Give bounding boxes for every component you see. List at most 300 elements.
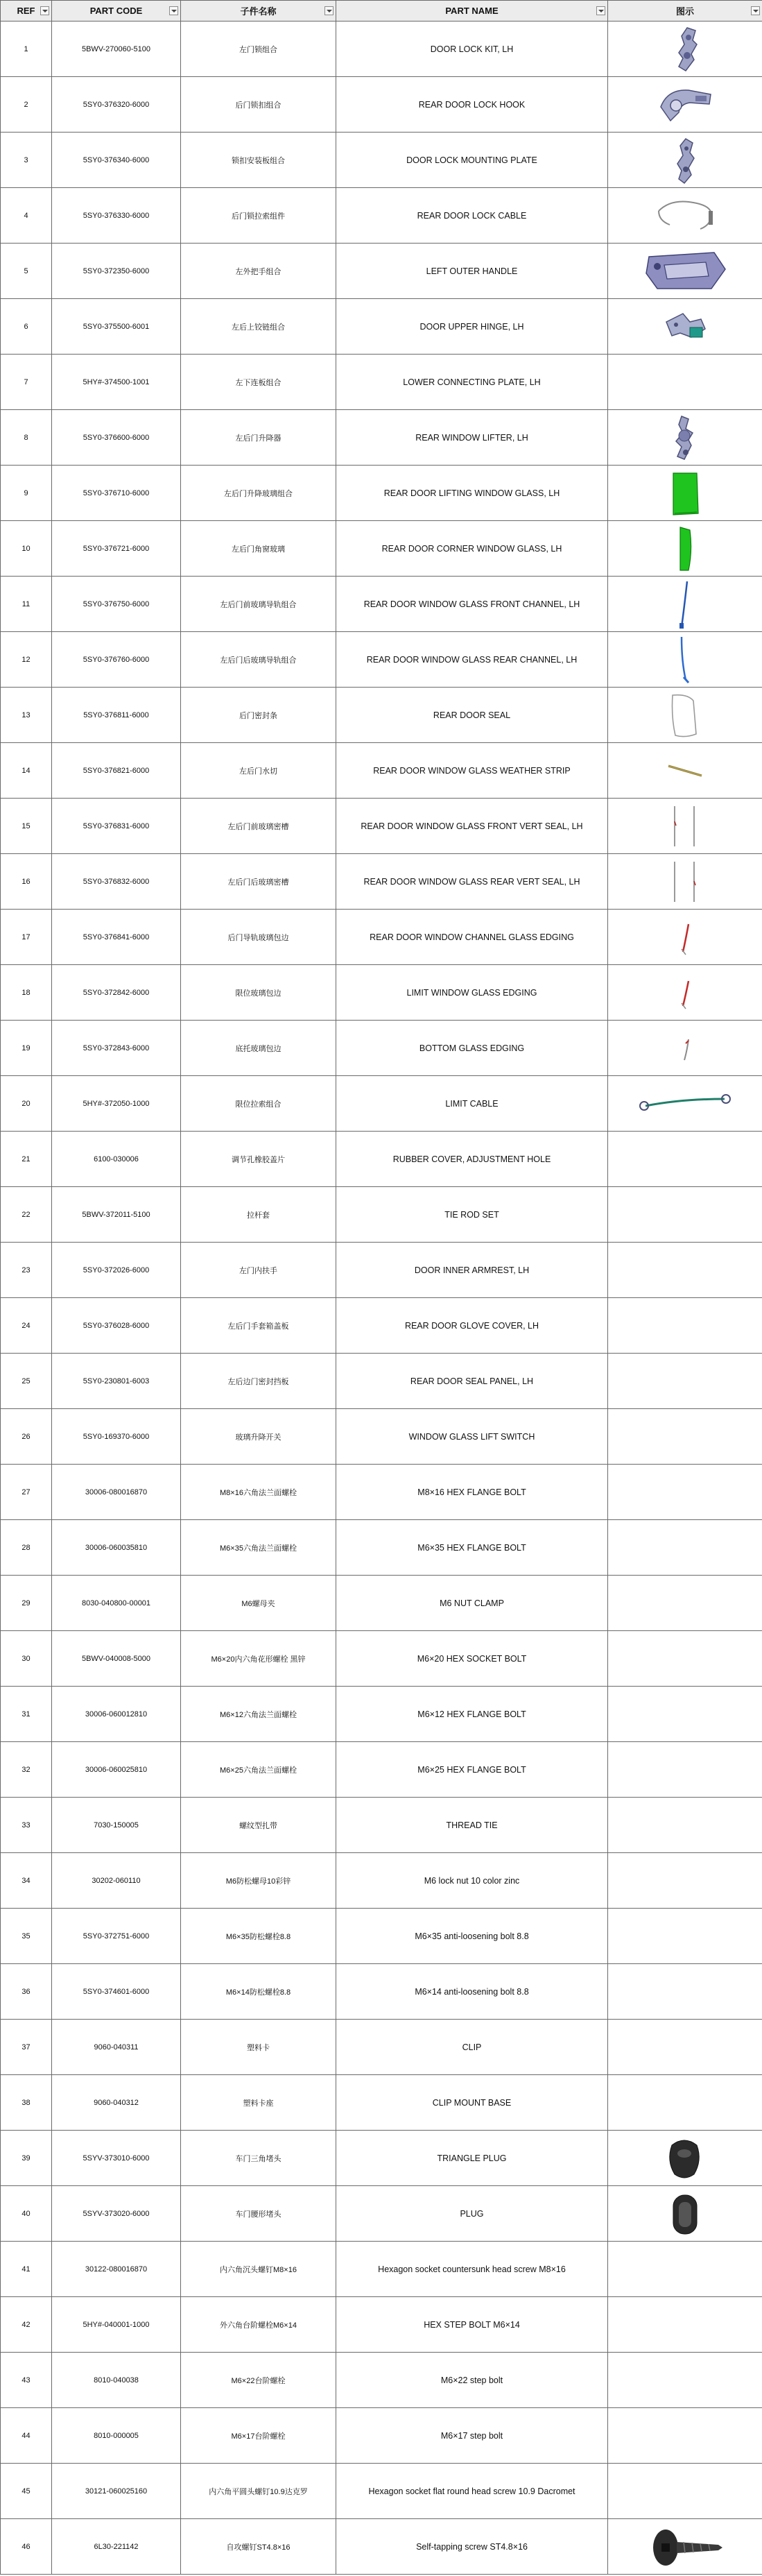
part-image-cell bbox=[608, 1243, 762, 1298]
part-code-cell[interactable]: 9060-040311 bbox=[52, 2020, 181, 2075]
part-image-cell bbox=[608, 1132, 762, 1187]
rear-vert-seal-icon bbox=[608, 856, 762, 907]
table-row[interactable] bbox=[1, 2408, 762, 2464]
cn-name-cell[interactable]: 塑料卡座 bbox=[181, 2075, 336, 2131]
part-image-cell bbox=[608, 1021, 762, 1076]
part-code-cell[interactable]: 5SY0-376710-6000 bbox=[52, 466, 181, 521]
ref-cell[interactable]: 32 bbox=[1, 1742, 52, 1798]
ref-cell[interactable]: 22 bbox=[1, 1187, 52, 1243]
ref-cell[interactable]: 41 bbox=[1, 2242, 52, 2297]
part-name-cell[interactable]: M8×16 HEX FLANGE BOLT bbox=[336, 1465, 608, 1520]
upper-hinge-icon bbox=[608, 301, 762, 352]
part-name-cell[interactable]: TIE ROD SET bbox=[336, 1187, 608, 1243]
cn-name-cell[interactable]: M6×35六角法兰面螺栓 bbox=[181, 1520, 336, 1576]
part-image-cell bbox=[608, 1909, 762, 1964]
ref-cell[interactable]: 18 bbox=[1, 965, 52, 1021]
table-row[interactable] bbox=[1, 1021, 762, 1076]
table-row[interactable] bbox=[1, 466, 762, 521]
cn-name-cell[interactable]: 左外把手组合 bbox=[181, 244, 336, 299]
self-tapping-screw-icon bbox=[608, 2521, 762, 2573]
part-name-cell[interactable]: REAR DOOR LIFTING WINDOW GLASS, LH bbox=[336, 466, 608, 521]
ref-cell[interactable]: 10 bbox=[1, 521, 52, 577]
part-name-cell[interactable]: M6×25 HEX FLANGE BOLT bbox=[336, 1742, 608, 1798]
ref-cell[interactable]: 42 bbox=[1, 2297, 52, 2353]
table-row[interactable] bbox=[1, 743, 762, 799]
part-code-cell[interactable]: 8030-040800-00001 bbox=[52, 1576, 181, 1631]
table-row[interactable] bbox=[1, 688, 762, 743]
part-code-cell[interactable]: 5SY0-376760-6000 bbox=[52, 632, 181, 688]
table-row[interactable] bbox=[1, 2075, 762, 2131]
part-code-cell[interactable]: 5SYV-373010-6000 bbox=[52, 2131, 181, 2186]
part-code-cell[interactable]: 5BWV-270060-5100 bbox=[52, 22, 181, 77]
part-code-cell[interactable]: 30202-060110 bbox=[52, 1853, 181, 1909]
table-row[interactable] bbox=[1, 244, 762, 299]
part-image-cell bbox=[608, 2242, 762, 2297]
part-code-cell[interactable]: 5SY0-372026-6000 bbox=[52, 1243, 181, 1298]
col-header-ref-label: REF bbox=[17, 6, 35, 16]
part-code-cell[interactable]: 5SY0-372751-6000 bbox=[52, 1909, 181, 1964]
cn-name-cell[interactable]: 玻璃升降开关 bbox=[181, 1409, 336, 1465]
cn-name-cell[interactable]: M6×22台阶螺栓 bbox=[181, 2353, 336, 2408]
part-name-cell[interactable]: REAR DOOR SEAL PANEL, LH bbox=[336, 1354, 608, 1409]
cn-name-cell[interactable]: 后门密封条 bbox=[181, 688, 336, 743]
table-row[interactable] bbox=[1, 1576, 762, 1631]
table-row[interactable] bbox=[1, 2242, 762, 2297]
filter-dropdown-button[interactable] bbox=[40, 6, 49, 15]
part-name-cell[interactable]: REAR DOOR WINDOW GLASS REAR VERT SEAL, LH bbox=[336, 854, 608, 910]
cn-name-cell[interactable]: 左后门后玻璃密槽 bbox=[181, 854, 336, 910]
ref-cell[interactable]: 21 bbox=[1, 1132, 52, 1187]
col-header-cn-name-label: 子件名称 bbox=[240, 6, 277, 17]
lock-cable-icon bbox=[608, 190, 762, 241]
table-row[interactable] bbox=[1, 1687, 762, 1742]
part-name-cell[interactable]: Hexagon socket flat round head screw 10.9 Dacromet bbox=[336, 2464, 608, 2519]
lifting-glass-icon bbox=[608, 468, 762, 519]
cn-name-cell[interactable]: 左门内扶手 bbox=[181, 1243, 336, 1298]
cn-name-cell[interactable]: 内六角平圆头螺钉10.9达克罗 bbox=[181, 2464, 336, 2519]
cn-name-cell[interactable]: 自攻螺钉ST4.8×16 bbox=[181, 2519, 336, 2575]
table-row[interactable] bbox=[1, 799, 762, 854]
cn-name-cell[interactable]: M6×12六角法兰面螺栓 bbox=[181, 1687, 336, 1742]
part-image-cell bbox=[608, 1576, 762, 1631]
part-image-cell bbox=[608, 1076, 762, 1132]
cn-name-cell[interactable]: 左后门水切 bbox=[181, 743, 336, 799]
part-code-cell[interactable]: 5SY0-376028-6000 bbox=[52, 1298, 181, 1354]
part-image-cell bbox=[608, 2020, 762, 2075]
part-image-cell bbox=[608, 244, 762, 299]
table-row[interactable] bbox=[1, 577, 762, 632]
ref-cell[interactable]: 37 bbox=[1, 2020, 52, 2075]
part-name-cell[interactable]: REAR DOOR LOCK CABLE bbox=[336, 188, 608, 244]
part-code-cell[interactable]: 5SY0-376340-6000 bbox=[52, 133, 181, 188]
cn-name-cell[interactable]: 锁扣安装板组合 bbox=[181, 133, 336, 188]
part-name-cell[interactable]: PLUG bbox=[336, 2186, 608, 2242]
part-name-cell[interactable]: Self-tapping screw ST4.8×16 bbox=[336, 2519, 608, 2575]
part-image-cell bbox=[608, 2075, 762, 2131]
ref-cell[interactable]: 9 bbox=[1, 466, 52, 521]
ref-cell[interactable]: 29 bbox=[1, 1576, 52, 1631]
filter-dropdown-button[interactable] bbox=[751, 6, 760, 15]
part-name-cell[interactable]: M6×22 step bolt bbox=[336, 2353, 608, 2408]
table-row[interactable] bbox=[1, 1298, 762, 1354]
col-header-image bbox=[608, 1, 762, 22]
cn-name-cell[interactable]: 螺纹型扎带 bbox=[181, 1798, 336, 1853]
part-name-cell[interactable]: HEX STEP BOLT M6×14 bbox=[336, 2297, 608, 2353]
part-image-cell bbox=[608, 77, 762, 133]
table-row[interactable] bbox=[1, 133, 762, 188]
part-name-cell[interactable]: M6×35 HEX FLANGE BOLT bbox=[336, 1520, 608, 1576]
cn-name-cell[interactable]: 左后门升降器 bbox=[181, 410, 336, 466]
part-code-cell[interactable]: 5SYV-373020-6000 bbox=[52, 2186, 181, 2242]
part-image-cell bbox=[608, 22, 762, 77]
corner-glass-icon bbox=[608, 523, 762, 574]
cn-name-cell[interactable]: M6×35防松螺栓8.8 bbox=[181, 1909, 336, 1964]
cn-name-cell[interactable]: 后门锁拉索组件 bbox=[181, 188, 336, 244]
ref-cell[interactable]: 31 bbox=[1, 1687, 52, 1742]
ref-cell[interactable]: 3 bbox=[1, 133, 52, 188]
part-name-cell[interactable]: M6 lock nut 10 color zinc bbox=[336, 1853, 608, 1909]
ref-cell[interactable]: 43 bbox=[1, 2353, 52, 2408]
part-image-cell bbox=[608, 1798, 762, 1853]
table-row[interactable] bbox=[1, 2519, 762, 2575]
part-image-cell bbox=[608, 632, 762, 688]
part-name-cell[interactable]: THREAD TIE bbox=[336, 1798, 608, 1853]
cn-name-cell[interactable]: 左后边门密封挡板 bbox=[181, 1354, 336, 1409]
table-row[interactable] bbox=[1, 1853, 762, 1909]
ref-cell[interactable]: 17 bbox=[1, 910, 52, 965]
ref-cell[interactable]: 13 bbox=[1, 688, 52, 743]
part-code-cell[interactable]: 5SY0-230801-6003 bbox=[52, 1354, 181, 1409]
table-row[interactable] bbox=[1, 1964, 762, 2020]
part-code-cell[interactable]: 5SY0-376750-6000 bbox=[52, 577, 181, 632]
part-image-cell bbox=[608, 965, 762, 1021]
part-image-cell bbox=[608, 2519, 762, 2575]
part-code-cell[interactable]: 5SY0-376320-6000 bbox=[52, 77, 181, 133]
part-image-cell bbox=[608, 1853, 762, 1909]
cn-name-cell[interactable]: 左门锁组合 bbox=[181, 22, 336, 77]
part-code-cell[interactable]: 5HY#-040001-1000 bbox=[52, 2297, 181, 2353]
ref-cell[interactable]: 35 bbox=[1, 1909, 52, 1964]
front-channel-icon bbox=[608, 579, 762, 630]
part-code-cell[interactable]: 30006-080016870 bbox=[52, 1465, 181, 1520]
ref-cell[interactable]: 38 bbox=[1, 2075, 52, 2131]
ref-cell[interactable]: 45 bbox=[1, 2464, 52, 2519]
part-code-cell[interactable]: 5SY0-372350-6000 bbox=[52, 244, 181, 299]
table-row[interactable] bbox=[1, 1798, 762, 1853]
ref-cell[interactable]: 16 bbox=[1, 854, 52, 910]
plug-icon bbox=[608, 2188, 762, 2240]
cn-name-cell[interactable]: 底托玻璃包边 bbox=[181, 1021, 336, 1076]
part-name-cell[interactable]: REAR DOOR SEAL bbox=[336, 688, 608, 743]
part-code-cell[interactable]: 5SY0-376832-6000 bbox=[52, 854, 181, 910]
part-name-cell[interactable]: LIMIT CABLE bbox=[336, 1076, 608, 1132]
part-image-cell bbox=[608, 521, 762, 577]
table-row[interactable] bbox=[1, 1409, 762, 1465]
table-row[interactable] bbox=[1, 1742, 762, 1798]
part-code-cell[interactable]: 8010-000005 bbox=[52, 2408, 181, 2464]
header-row bbox=[1, 1, 762, 22]
part-name-cell[interactable]: REAR DOOR GLOVE COVER, LH bbox=[336, 1298, 608, 1354]
part-code-cell[interactable]: 9060-040312 bbox=[52, 2075, 181, 2131]
part-code-cell[interactable]: 30006-060035810 bbox=[52, 1520, 181, 1576]
ref-cell[interactable]: 40 bbox=[1, 2186, 52, 2242]
cn-name-cell[interactable]: 内六角沉头螺钉M8×16 bbox=[181, 2242, 336, 2297]
table-row[interactable] bbox=[1, 355, 762, 410]
part-name-cell[interactable]: M6×12 HEX FLANGE BOLT bbox=[336, 1687, 608, 1742]
window-lifter-icon bbox=[608, 412, 762, 463]
table-row[interactable] bbox=[1, 1187, 762, 1243]
ref-cell[interactable]: 19 bbox=[1, 1021, 52, 1076]
table-row[interactable] bbox=[1, 299, 762, 355]
part-code-cell[interactable]: 5SY0-372843-6000 bbox=[52, 1021, 181, 1076]
front-vert-seal-icon bbox=[608, 801, 762, 852]
part-image-cell bbox=[608, 2353, 762, 2408]
cn-name-cell[interactable]: 后门锁扣组合 bbox=[181, 77, 336, 133]
table-row[interactable] bbox=[1, 188, 762, 244]
part-code-cell[interactable]: 5HY#-374500-1001 bbox=[52, 355, 181, 410]
ref-cell[interactable]: 1 bbox=[1, 22, 52, 77]
cn-name-cell[interactable]: 后门导轨玻璃包边 bbox=[181, 910, 336, 965]
bottom-edging-icon bbox=[608, 1023, 762, 1074]
rear-channel-icon bbox=[608, 634, 762, 685]
part-code-cell[interactable]: 6L30-221142 bbox=[52, 2519, 181, 2575]
part-name-cell[interactable]: M6×14 anti-loosening bolt 8.8 bbox=[336, 1964, 608, 2020]
part-name-cell[interactable]: CLIP MOUNT BASE bbox=[336, 2075, 608, 2131]
ref-cell[interactable]: 24 bbox=[1, 1298, 52, 1354]
part-code-cell[interactable]: 5SY0-376841-6000 bbox=[52, 910, 181, 965]
part-name-cell[interactable]: DOOR UPPER HINGE, LH bbox=[336, 299, 608, 355]
cn-name-cell[interactable]: 左后门后玻璃导轨组合 bbox=[181, 632, 336, 688]
part-name-cell[interactable]: REAR DOOR WINDOW CHANNEL GLASS EDGING bbox=[336, 910, 608, 965]
part-name-cell[interactable]: REAR DOOR WINDOW GLASS WEATHER STRIP bbox=[336, 743, 608, 799]
part-name-cell[interactable]: REAR DOOR LOCK HOOK bbox=[336, 77, 608, 133]
col-header-ref bbox=[1, 1, 52, 22]
ref-cell[interactable]: 4 bbox=[1, 188, 52, 244]
part-code-cell[interactable]: 5BWV-040008-5000 bbox=[52, 1631, 181, 1687]
limit-edging-icon bbox=[608, 967, 762, 1018]
part-name-cell[interactable]: DOOR INNER ARMREST, LH bbox=[336, 1243, 608, 1298]
cn-name-cell[interactable]: 调节孔橡胶盖片 bbox=[181, 1132, 336, 1187]
part-code-cell[interactable]: 5SY0-376821-6000 bbox=[52, 743, 181, 799]
cn-name-cell[interactable]: M6×14防松螺栓8.8 bbox=[181, 1964, 336, 2020]
cn-name-cell[interactable]: 限位拉索组合 bbox=[181, 1076, 336, 1132]
part-image-cell bbox=[608, 1964, 762, 2020]
part-image-cell bbox=[608, 410, 762, 466]
ref-cell[interactable]: 12 bbox=[1, 632, 52, 688]
part-name-cell[interactable]: WINDOW GLASS LIFT SWITCH bbox=[336, 1409, 608, 1465]
table-row[interactable] bbox=[1, 1465, 762, 1520]
table-row[interactable] bbox=[1, 1631, 762, 1687]
filter-dropdown-button[interactable] bbox=[324, 6, 334, 15]
table-row[interactable] bbox=[1, 910, 762, 965]
part-name-cell[interactable]: LIMIT WINDOW GLASS EDGING bbox=[336, 965, 608, 1021]
part-code-cell[interactable]: 5SY0-375500-6001 bbox=[52, 299, 181, 355]
ref-cell[interactable]: 27 bbox=[1, 1465, 52, 1520]
part-name-cell[interactable]: DOOR LOCK KIT, LH bbox=[336, 22, 608, 77]
ref-cell[interactable]: 25 bbox=[1, 1354, 52, 1409]
part-image-cell bbox=[608, 2186, 762, 2242]
filter-dropdown-button[interactable] bbox=[169, 6, 178, 15]
cn-name-cell[interactable]: 左后门前玻璃导轨组合 bbox=[181, 577, 336, 632]
cn-name-cell[interactable]: M6×17台阶螺栓 bbox=[181, 2408, 336, 2464]
cn-name-cell[interactable]: 左后上铰链组合 bbox=[181, 299, 336, 355]
part-image-cell bbox=[608, 355, 762, 410]
part-code-cell[interactable]: 5SY0-372842-6000 bbox=[52, 965, 181, 1021]
table-row[interactable] bbox=[1, 1520, 762, 1576]
part-code-cell[interactable]: 5SY0-376600-6000 bbox=[52, 410, 181, 466]
ref-cell[interactable]: 39 bbox=[1, 2131, 52, 2186]
cn-name-cell[interactable]: 塑料卡 bbox=[181, 2020, 336, 2075]
cn-name-cell[interactable]: M6×25六角法兰面螺栓 bbox=[181, 1742, 336, 1798]
part-image-cell bbox=[608, 1187, 762, 1243]
ref-cell[interactable]: 34 bbox=[1, 1853, 52, 1909]
col-header-cn-name bbox=[181, 1, 336, 22]
part-name-cell[interactable]: TRIANGLE PLUG bbox=[336, 2131, 608, 2186]
table-row[interactable] bbox=[1, 1909, 762, 1964]
table-row[interactable] bbox=[1, 854, 762, 910]
part-image-cell bbox=[608, 1354, 762, 1409]
part-image-cell bbox=[608, 188, 762, 244]
ref-cell[interactable]: 7 bbox=[1, 355, 52, 410]
ref-cell[interactable]: 33 bbox=[1, 1798, 52, 1853]
outer-handle-icon bbox=[608, 246, 762, 297]
table-row[interactable] bbox=[1, 2186, 762, 2242]
part-code-cell[interactable]: 5SY0-376831-6000 bbox=[52, 799, 181, 854]
part-code-cell[interactable]: 30006-060012810 bbox=[52, 1687, 181, 1742]
part-name-cell[interactable]: DOOR LOCK MOUNTING PLATE bbox=[336, 133, 608, 188]
part-name-cell[interactable]: REAR DOOR WINDOW GLASS FRONT CHANNEL, LH bbox=[336, 577, 608, 632]
part-image-cell bbox=[608, 577, 762, 632]
ref-cell[interactable]: 44 bbox=[1, 2408, 52, 2464]
part-name-cell[interactable]: RUBBER COVER, ADJUSTMENT HOLE bbox=[336, 1132, 608, 1187]
part-image-cell bbox=[608, 910, 762, 965]
table-row[interactable] bbox=[1, 77, 762, 133]
part-name-cell[interactable]: LEFT OUTER HANDLE bbox=[336, 244, 608, 299]
table-row[interactable] bbox=[1, 2297, 762, 2353]
part-name-cell[interactable]: REAR WINDOW LIFTER, LH bbox=[336, 410, 608, 466]
table-row[interactable] bbox=[1, 1076, 762, 1132]
col-header-part-name bbox=[336, 1, 608, 22]
part-code-cell[interactable]: 5SY0-376811-6000 bbox=[52, 688, 181, 743]
part-name-cell[interactable]: Hexagon socket countersunk head screw M8×16 bbox=[336, 2242, 608, 2297]
part-name-cell[interactable]: LOWER CONNECTING PLATE, LH bbox=[336, 355, 608, 410]
part-code-cell[interactable]: 30121-060025160 bbox=[52, 2464, 181, 2519]
part-name-cell[interactable]: REAR DOOR WINDOW GLASS REAR CHANNEL, LH bbox=[336, 632, 608, 688]
part-name-cell[interactable]: REAR DOOR WINDOW GLASS FRONT VERT SEAL, LH bbox=[336, 799, 608, 854]
part-image-cell bbox=[608, 1742, 762, 1798]
part-image-cell bbox=[608, 743, 762, 799]
cn-name-cell[interactable]: 车门三角堵头 bbox=[181, 2131, 336, 2186]
table-row[interactable] bbox=[1, 2020, 762, 2075]
part-code-cell[interactable]: 5BWV-372011-5100 bbox=[52, 1187, 181, 1243]
filter-dropdown-button[interactable] bbox=[596, 6, 605, 15]
part-image-cell bbox=[608, 1631, 762, 1687]
table-row[interactable] bbox=[1, 1132, 762, 1187]
part-name-cell[interactable]: M6 NUT CLAMP bbox=[336, 1576, 608, 1631]
ref-cell[interactable]: 14 bbox=[1, 743, 52, 799]
ref-cell[interactable]: 11 bbox=[1, 577, 52, 632]
part-code-cell[interactable]: 30006-060025810 bbox=[52, 1742, 181, 1798]
part-code-cell[interactable]: 5SY0-376330-6000 bbox=[52, 188, 181, 244]
part-name-cell[interactable]: BOTTOM GLASS EDGING bbox=[336, 1021, 608, 1076]
ref-cell[interactable]: 20 bbox=[1, 1076, 52, 1132]
part-image-cell bbox=[608, 2464, 762, 2519]
table-row[interactable] bbox=[1, 1243, 762, 1298]
part-image-cell bbox=[608, 2131, 762, 2186]
table-row[interactable] bbox=[1, 965, 762, 1021]
table-row[interactable] bbox=[1, 1354, 762, 1409]
part-code-cell[interactable]: 5SY0-374601-6000 bbox=[52, 1964, 181, 2020]
ref-cell[interactable]: 6 bbox=[1, 299, 52, 355]
part-image-cell bbox=[608, 1409, 762, 1465]
part-code-cell[interactable]: 5SY0-169370-6000 bbox=[52, 1409, 181, 1465]
part-code-cell[interactable]: 8010-040038 bbox=[52, 2353, 181, 2408]
part-code-cell[interactable]: 5SY0-376721-6000 bbox=[52, 521, 181, 577]
ref-cell[interactable]: 2 bbox=[1, 77, 52, 133]
cn-name-cell[interactable]: 左后门角窗玻璃 bbox=[181, 521, 336, 577]
part-name-cell[interactable]: M6×20 HEX SOCKET BOLT bbox=[336, 1631, 608, 1687]
cn-name-cell[interactable]: M6螺母夹 bbox=[181, 1576, 336, 1631]
part-image-cell bbox=[608, 854, 762, 910]
part-code-cell[interactable]: 7030-150005 bbox=[52, 1798, 181, 1853]
table-row[interactable] bbox=[1, 632, 762, 688]
weather-strip-icon bbox=[608, 745, 762, 796]
ref-cell[interactable]: 30 bbox=[1, 1631, 52, 1687]
part-name-cell[interactable]: CLIP bbox=[336, 2020, 608, 2075]
cn-name-cell[interactable]: 左后门前玻璃密槽 bbox=[181, 799, 336, 854]
ref-cell[interactable]: 8 bbox=[1, 410, 52, 466]
table-row[interactable] bbox=[1, 2353, 762, 2408]
cn-name-cell[interactable]: 左后门升降玻璃组合 bbox=[181, 466, 336, 521]
ref-cell[interactable]: 15 bbox=[1, 799, 52, 854]
table-row[interactable] bbox=[1, 2464, 762, 2519]
part-image-cell bbox=[608, 688, 762, 743]
ref-cell[interactable]: 28 bbox=[1, 1520, 52, 1576]
part-name-cell[interactable]: M6×35 anti-loosening bolt 8.8 bbox=[336, 1909, 608, 1964]
ref-cell[interactable]: 23 bbox=[1, 1243, 52, 1298]
cn-name-cell[interactable]: 外六角台阶螺栓M6×14 bbox=[181, 2297, 336, 2353]
cn-name-cell[interactable]: 左下连板组合 bbox=[181, 355, 336, 410]
cn-name-cell[interactable]: 拉杆套 bbox=[181, 1187, 336, 1243]
part-name-cell[interactable]: REAR DOOR CORNER WINDOW GLASS, LH bbox=[336, 521, 608, 577]
cn-name-cell[interactable]: M6防松螺母10彩锌 bbox=[181, 1853, 336, 1909]
part-image-cell bbox=[608, 133, 762, 188]
cn-name-cell[interactable]: 限位玻璃包边 bbox=[181, 965, 336, 1021]
part-code-cell[interactable]: 5HY#-372050-1000 bbox=[52, 1076, 181, 1132]
table-row[interactable] bbox=[1, 22, 762, 77]
cn-name-cell[interactable]: M8×16六角法兰面螺栓 bbox=[181, 1465, 336, 1520]
part-name-cell[interactable]: M6×17 step bolt bbox=[336, 2408, 608, 2464]
part-image-cell bbox=[608, 2408, 762, 2464]
table-row[interactable] bbox=[1, 410, 762, 466]
ref-cell[interactable]: 36 bbox=[1, 1964, 52, 2020]
part-image-cell bbox=[608, 2297, 762, 2353]
mounting-plate-icon bbox=[608, 135, 762, 186]
cn-name-cell[interactable]: 车门腰形堵头 bbox=[181, 2186, 336, 2242]
part-code-cell[interactable]: 6100-030006 bbox=[52, 1132, 181, 1187]
ref-cell[interactable]: 5 bbox=[1, 244, 52, 299]
lock-hook-icon bbox=[608, 79, 762, 130]
part-code-cell[interactable]: 30122-080016870 bbox=[52, 2242, 181, 2297]
table-row[interactable] bbox=[1, 521, 762, 577]
col-header-part-name-label: PART NAME bbox=[445, 6, 499, 16]
part-image-cell bbox=[608, 466, 762, 521]
cn-name-cell[interactable]: M6×20内六角花形螺栓 黑锌 bbox=[181, 1631, 336, 1687]
ref-cell[interactable]: 46 bbox=[1, 2519, 52, 2575]
ref-cell[interactable]: 26 bbox=[1, 1409, 52, 1465]
cn-name-cell[interactable]: 左后门手套箱盖板 bbox=[181, 1298, 336, 1354]
table-row[interactable] bbox=[1, 2131, 762, 2186]
